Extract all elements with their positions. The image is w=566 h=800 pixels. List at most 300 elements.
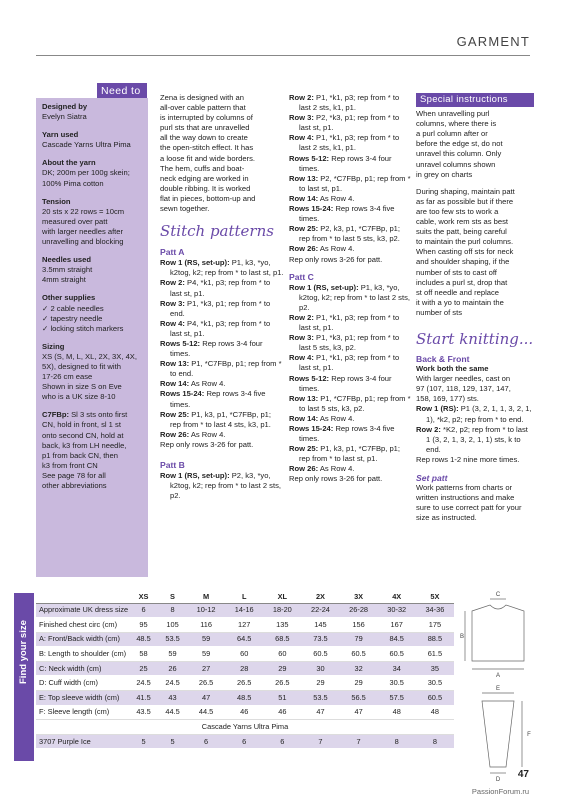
text-line: sure to use correct patt for your: [416, 503, 522, 513]
text-line: columns, where there is: [416, 119, 497, 129]
ntk-label: Needles used: [42, 255, 91, 265]
ntk-group: [42, 293, 143, 333]
column-a: [160, 93, 284, 501]
ntk-line: 5X), designed to fit with: [42, 361, 121, 371]
text-line: the open-stitch effect. It has: [160, 143, 254, 153]
row-text: P1, *k1, p3; rep from * to last st, p1.: [299, 353, 400, 373]
pattern-row: [160, 299, 284, 319]
size-header-cell: L: [241, 591, 247, 601]
header-rule: [36, 55, 530, 56]
patt-b-heading: Patt B: [160, 460, 185, 470]
text-line: purl sts that are unravelled: [160, 123, 250, 133]
size-row: [36, 676, 454, 691]
row-label: Rows 5-12:: [289, 373, 330, 383]
body-outline: [472, 605, 524, 661]
pattern-row: [289, 474, 413, 484]
row-text: Rep rows 3-4 five times.: [299, 424, 395, 444]
label-d: D: [495, 777, 501, 783]
ntk-line: other abbreviations: [42, 481, 107, 490]
size-cell: 26-28: [340, 603, 378, 618]
pattern-row: [160, 410, 284, 430]
text-line: unravel this column. Only: [416, 149, 502, 159]
size-cell: 51: [263, 691, 301, 706]
ntk-line: 4mm straight: [42, 275, 86, 285]
size-cell: 47: [301, 705, 339, 720]
row-label: Row 14:: [160, 379, 190, 389]
pattern-row: [289, 444, 413, 464]
ntk-line: [42, 410, 143, 420]
row-text: P1, *k1, p3; rep from * to last 2 sts, k1, p1.: [299, 93, 400, 113]
text-line: as far as possible but if there: [416, 196, 514, 206]
back-front-heading: Back & Front: [416, 353, 470, 364]
size-cell: 60: [263, 647, 301, 662]
size-cell: 60: [225, 647, 263, 662]
size-header-cell: XS: [138, 591, 149, 601]
size-cell: 24.5: [158, 676, 187, 691]
row-text: P1, *k3, p1; rep from * to last 5 sts, k3, p2.: [299, 333, 400, 353]
size-cell: 79: [340, 632, 378, 647]
pattern-row: [289, 394, 413, 414]
text-line: it with a yo to maintain the: [416, 297, 504, 307]
yarn-cell: 5: [158, 734, 187, 749]
special-instructions-title: Special instructions: [416, 93, 534, 107]
row-text: As Row 4.: [318, 464, 355, 474]
row-label: Rows 5-12:: [289, 153, 330, 163]
label-a: A: [495, 673, 501, 679]
pattern-row: [289, 283, 413, 313]
size-cell: 64.5: [225, 632, 263, 647]
row-label: Rows 15-24:: [289, 424, 334, 433]
size-cell: D: Cuff width (cm): [36, 676, 129, 691]
size-cell: 47: [187, 691, 225, 706]
size-cell: 30.5: [378, 676, 416, 691]
size-cell: 116: [187, 618, 225, 633]
size-row: [36, 632, 454, 647]
text-line: are too few sts to work a: [416, 206, 499, 216]
set-patt-text: [416, 483, 534, 523]
row-text: P2, *C7FBp, p1; rep from * to last st, p1.: [299, 173, 411, 193]
yarn-heading: Cascade Yarns Ultra Pima: [36, 720, 454, 735]
need-to-know-title-line1: Need to: [101, 85, 141, 97]
text-line: When casting off sts for neck: [416, 247, 514, 257]
size-cell: 28: [225, 661, 263, 676]
row-text: P1, *k1, p3; rep from * to last st, p1.: [299, 312, 400, 333]
row-text: P1, *k3, p1; rep from * to end.: [170, 298, 271, 318]
label-f: F: [527, 732, 531, 738]
size-cell: 29: [340, 676, 378, 691]
size-cell: 29: [263, 661, 301, 676]
size-cell: 10-12: [187, 603, 225, 618]
size-cell: 105: [158, 618, 187, 633]
size-cell: 8: [158, 603, 187, 618]
size-cell: 27: [187, 661, 225, 676]
row-text: Rep only rows 3-26 for patt.: [289, 474, 383, 484]
size-cell: 26: [158, 661, 187, 676]
row-label: Rows 5-12:: [160, 338, 201, 348]
row-label: Row 4:: [160, 318, 185, 328]
row-text: Rep only rows 3-26 for patt.: [160, 439, 254, 449]
row-text: As Row 4.: [318, 193, 355, 203]
ntk-line: ✓ 2 cable needles: [42, 303, 104, 313]
row-label: Row 2:: [416, 424, 441, 434]
pattern-row: [289, 424, 413, 444]
size-cell: A: Front/Back width (cm): [36, 632, 129, 647]
pattern-row: [160, 258, 284, 278]
ntk-line: onto second CN, hold at: [42, 430, 124, 440]
size-header-cell: S: [170, 591, 175, 601]
patt-b-rows-a: [160, 471, 284, 501]
text-line: During shaping, maintain patt: [416, 186, 515, 196]
size-cell: 43: [158, 691, 187, 706]
pattern-row: [289, 464, 413, 474]
size-cell: Approximate UK dress size: [36, 603, 129, 618]
text-line: Zena is designed with an: [160, 93, 245, 102]
size-cell: 26.5: [263, 676, 301, 691]
ntk-line: with larger needles after: [42, 226, 124, 236]
text-line: in grey on charts: [416, 169, 473, 179]
yarn-cell: 8: [416, 734, 454, 749]
row-text: P1, *C7FBp, p1; rep from * to end.: [170, 359, 282, 379]
pattern-row: [289, 333, 413, 353]
work-both-same: Work both the same: [416, 364, 489, 374]
size-cell: 53.5: [301, 691, 339, 706]
size-cell: 60.5: [340, 647, 378, 662]
find-your-size-label: Find your size: [17, 620, 29, 684]
label-e: E: [495, 686, 501, 692]
size-cell: 59: [187, 647, 225, 662]
ntk-line: Evelyn Siatra: [42, 112, 87, 122]
yarn-cell: 3707 Purple Ice: [36, 734, 129, 749]
row-label: Row 1 (RS):: [416, 404, 459, 414]
size-cell: 48.5: [129, 632, 158, 647]
row-label: Row 4:: [289, 133, 314, 143]
size-header-cell: M: [203, 591, 210, 601]
size-cell: F: Sleeve length (cm): [36, 705, 129, 720]
size-cell: 6: [129, 603, 158, 618]
special-para-2: [416, 187, 534, 318]
row-text: Rep only rows 3-26 for patt.: [289, 254, 383, 264]
text-line: and shoulder shaping, if the: [416, 257, 510, 267]
size-cell: 34: [378, 661, 416, 676]
row-text: P2, k3, p1, *C7FBp, p1; rep from * to last 5 sts, k3, p2.: [299, 224, 401, 244]
pattern-row: [160, 278, 284, 298]
patt-a-rows: [160, 258, 284, 450]
pattern-row: [160, 440, 284, 450]
yarn-cell: 6: [263, 734, 301, 749]
pattern-row: [160, 379, 284, 389]
row-label: Row 3:: [160, 298, 185, 308]
text-line: written instructions and make: [416, 493, 515, 503]
size-cell: 95: [129, 618, 158, 633]
text-line: includes a purl st, drop that: [416, 277, 508, 287]
row-label: Row 25:: [160, 409, 190, 419]
ntk-line: Cascade Yarns Ultra Pima: [42, 140, 131, 150]
row-label: Row 26:: [160, 429, 190, 439]
yarn-cell: 7: [340, 734, 378, 749]
size-cell: 127: [225, 618, 263, 633]
size-cell: E: Top sleeve width (cm): [36, 691, 129, 706]
size-cell: 56.5: [340, 691, 378, 706]
start-knitting-heading: Start knitting...: [416, 329, 534, 348]
row-text: P2, *k3, p1; rep from * to last st, p1.: [299, 113, 400, 133]
size-cell: 60.5: [301, 647, 339, 662]
row-text: As Row 4.: [318, 413, 355, 423]
size-cell: 44.5: [158, 705, 187, 720]
ntk-line: 3.5mm straight: [42, 265, 93, 275]
start-rows: [416, 404, 534, 465]
cast-on-text: [416, 374, 534, 404]
size-cell: 48.5: [225, 691, 263, 706]
size-cell: 48: [378, 705, 416, 720]
pattern-row: [289, 133, 413, 153]
ntk-label: Yarn used: [42, 130, 79, 140]
row-text: Rep rows 3-4 four times.: [170, 338, 263, 359]
size-cell: 57.5: [378, 691, 416, 706]
size-cell: 61.5: [416, 647, 454, 662]
row-label: Row 14:: [289, 413, 319, 423]
size-cell: 59: [158, 647, 187, 662]
text-line: a loose fit and wide borders.: [160, 153, 255, 163]
text-line: number of sts to cast off: [416, 267, 497, 277]
row-label: Row 2:: [289, 93, 314, 102]
ntk-group: [42, 342, 143, 403]
text-line: before the edge st, do not: [416, 139, 503, 149]
ntk-label: Other supplies: [42, 293, 96, 303]
yarn-cell: 8: [378, 734, 416, 749]
row-text: P4, *k1, p3; rep from * to last st, p1.: [170, 318, 271, 338]
text-line: Work patterns from charts or: [416, 483, 513, 493]
pattern-row: [160, 430, 284, 440]
row-text: Rep rows 3-4 five times.: [299, 204, 395, 224]
size-cell: 14-16: [225, 603, 263, 618]
ntk-line: 100% Pima cotton: [42, 178, 104, 188]
size-header-cell: 4X: [392, 591, 402, 601]
row-text: As Row 4.: [189, 429, 226, 439]
ntk-line: back, k3 from LH needle,: [42, 440, 127, 450]
text-line: unravel columns shown: [416, 159, 496, 169]
find-your-size-tab: [14, 593, 34, 761]
yarn-row: [36, 734, 454, 749]
size-header-cell: [36, 591, 129, 603]
ntk-line: XS (S, M, L, XL, 2X, 3X, 4X,: [42, 351, 137, 361]
size-header-cell: 5X: [430, 591, 440, 601]
size-cell: 22-24: [301, 603, 339, 618]
text-line: st off needle and replace: [416, 287, 500, 297]
row-text: As Row 4.: [318, 244, 355, 254]
size-header-cell: 3X: [354, 591, 364, 601]
row-text: Rep rows 3-4 five times.: [170, 389, 266, 409]
text-line: a purl column after or: [416, 129, 488, 139]
stitch-patterns-heading: Stitch patterns: [160, 222, 274, 241]
pattern-row: [289, 224, 413, 244]
size-cell: 29: [301, 676, 339, 691]
row-label: Row 13:: [289, 173, 319, 183]
ntk-label: Designed by: [42, 102, 88, 111]
size-header-cell: 2X: [315, 591, 325, 601]
ntk-line: unravelling and blocking: [42, 237, 124, 247]
size-cell: 32: [340, 661, 378, 676]
ntk-label: Sizing: [42, 341, 65, 351]
size-cell: 175: [416, 618, 454, 633]
size-row: [36, 647, 454, 662]
pattern-row: [416, 455, 534, 465]
pattern-row: [416, 404, 534, 424]
text-line: flat in pieces, bottom-up and: [160, 193, 256, 203]
ntk-group: [42, 102, 143, 122]
row-text: P1 (3, 2, 1, 1, 3, 2, 1, 1), *k2, p2; rep from * to end.: [426, 404, 532, 424]
watermark: PassionForum.ru: [471, 787, 529, 796]
size-row: [36, 705, 454, 720]
pattern-row: [160, 471, 284, 501]
yarn-cell: 6: [225, 734, 263, 749]
size-cell: 26.5: [187, 676, 225, 691]
row-label: Rows 15-24:: [289, 204, 334, 214]
pattern-row: [289, 244, 413, 254]
size-row: [36, 691, 454, 706]
pattern-row: [289, 414, 413, 424]
set-patt-heading: Set patt: [416, 473, 448, 483]
ntk-line: who is a UK size 8-10: [42, 392, 116, 402]
size-cell: 44.5: [187, 705, 225, 720]
row-label: Row 1 (RS, set-up):: [289, 282, 359, 292]
size-cell: 43.5: [129, 705, 158, 720]
row-label: Row 1 (RS, set-up):: [160, 258, 230, 268]
page-number: 47: [517, 769, 529, 780]
size-cell: 35: [416, 661, 454, 676]
size-cell: 30: [301, 661, 339, 676]
row-label: Row 26:: [289, 464, 319, 474]
pattern-row: [289, 93, 413, 113]
ntk-group: [42, 130, 143, 150]
text-line: With larger needles, cast on: [416, 374, 511, 384]
pattern-row: [160, 339, 284, 359]
ntk-label: Tension: [42, 196, 71, 206]
row-label: Row 1 (RS, set-up):: [160, 471, 230, 481]
ntk-line: measured over patt: [42, 216, 108, 226]
row-label: Rows 15-24:: [160, 389, 205, 399]
column-c: [416, 93, 534, 523]
size-cell: 18-20: [263, 603, 301, 618]
size-cell: 30.5: [416, 676, 454, 691]
label-b: B: [459, 634, 465, 640]
pattern-row: [289, 174, 413, 194]
size-cell: 46: [263, 705, 301, 720]
yarn-heading-row: [36, 720, 454, 735]
ntk-line: 20 sts x 22 rows = 10cm: [42, 206, 125, 216]
sleeve-outline: [482, 701, 514, 767]
row-text: P1, k3, *yo, k2tog, k2; rep from * to last 2 sts, p2.: [299, 282, 410, 312]
size-cell: 30-32: [378, 603, 416, 618]
size-cell: 60.5: [378, 647, 416, 662]
text-line: to maintain the purl columns.: [416, 237, 514, 247]
row-label: Row 25:: [289, 444, 319, 454]
row-text: P1, *C7FBp, p1; rep from * to last 5 sts, k3, p2.: [299, 393, 411, 413]
ntk-group-c7fbp: [42, 410, 143, 491]
text-line: 97 (107, 118, 129, 137, 147,: [416, 384, 511, 394]
ntk-line: 17-26 cm ease: [42, 372, 93, 382]
size-cell: 145: [301, 618, 339, 633]
yarn-cell: 5: [129, 734, 158, 749]
text-line: sewn together.: [160, 204, 210, 214]
row-text: As Row 4.: [189, 379, 226, 389]
size-row: [36, 618, 454, 633]
ntk-group: [42, 255, 143, 285]
ntk-line: k3 from front CN: [42, 460, 98, 470]
row-label: Row 14:: [289, 193, 319, 203]
text-line: all the way down to create: [160, 133, 248, 143]
size-cell: B: Length to shoulder (cm): [36, 647, 129, 662]
row-text: Rep rows 1-2 nine more times.: [416, 454, 520, 464]
text-line: When unravelling purl: [416, 109, 490, 119]
size-cell: 73.5: [301, 632, 339, 647]
ntk-group: [42, 197, 143, 247]
ntk-group: [42, 158, 143, 188]
patt-c-heading: Patt C: [289, 271, 314, 282]
size-cell: Finished chest circ (cm): [36, 618, 129, 633]
row-text: Rep rows 3-4 four times.: [299, 373, 392, 393]
pattern-row: [289, 374, 413, 394]
pattern-row: [289, 313, 413, 333]
pattern-row: [160, 319, 284, 339]
row-text: P1, k3, p1, *C7FBp, p1; rep from * to last st, p1.: [299, 444, 401, 464]
pattern-row: [160, 359, 284, 379]
text-line: neck edging are worked in: [160, 173, 249, 183]
row-text: *K2, p2; rep from * to last 1 (3, 2, 1, 3, 2, 1, 1) sts, k to end.: [426, 424, 528, 454]
section-label: GARMENT: [456, 34, 530, 49]
size-cell: 167: [378, 618, 416, 633]
row-label: Row 4:: [289, 353, 314, 363]
size-cell: 68.5: [263, 632, 301, 647]
size-row: [36, 661, 454, 676]
text-line: number of sts: [416, 307, 463, 317]
ntk-line: p1 from back CN, then: [42, 450, 118, 460]
patt-b-rows-b: [289, 93, 413, 265]
ntk-line: ✓ locking stitch markers: [42, 323, 124, 333]
size-cell: 34-36: [416, 603, 454, 618]
row-text: P4, *k1, p3; rep from * to last st, p1.: [170, 278, 271, 298]
size-cell: 53.5: [158, 632, 187, 647]
row-label: Row 3:: [289, 333, 314, 343]
row-text: P1, k3, p1, *C7FBp, p1; rep from * to last 4 sts, k3, p1.: [170, 409, 272, 429]
row-text: P1, k3, *yo, k2tog, k2; rep from * to last st, p1.: [170, 258, 284, 278]
row-text: P2, k3, *yo, k2tog, k2; rep from * to last 2 sts, p2.: [170, 471, 281, 501]
row-label: Row 25:: [289, 224, 319, 234]
size-cell: 135: [263, 618, 301, 633]
size-header-cell: XL: [277, 591, 288, 601]
row-text: P1, *k1, p3; rep from * to last 2 sts, k1, p1.: [299, 133, 400, 153]
pattern-row: [289, 194, 413, 204]
c7fbp-label: C7FBp:: [42, 410, 69, 420]
text-line: 158, 169, 177) sts.: [416, 394, 479, 404]
yarn-cell: 7: [301, 734, 339, 749]
row-text: Rep rows 3-4 four times.: [299, 153, 392, 173]
c7fbp-text: Sl 3 sts onto first: [69, 410, 128, 420]
yarn-cell: 6: [187, 734, 225, 749]
pattern-row: [289, 154, 413, 174]
pattern-row: [289, 204, 413, 224]
patt-c-rows: [289, 283, 413, 485]
text-line: cable, work rem sts as best: [416, 217, 509, 227]
ntk-label: About the yarn: [42, 158, 96, 168]
ntk-line: Shown in size S on Eve: [42, 382, 122, 392]
special-para-1: [416, 109, 534, 180]
size-row: [36, 603, 454, 618]
size-cell: 46: [225, 705, 263, 720]
size-cell: 58: [129, 647, 158, 662]
size-cell: 24.5: [129, 676, 158, 691]
ntk-line: DK; 200m per 100g skein;: [42, 168, 130, 178]
text-line: all-over cable pattern that: [160, 103, 246, 113]
